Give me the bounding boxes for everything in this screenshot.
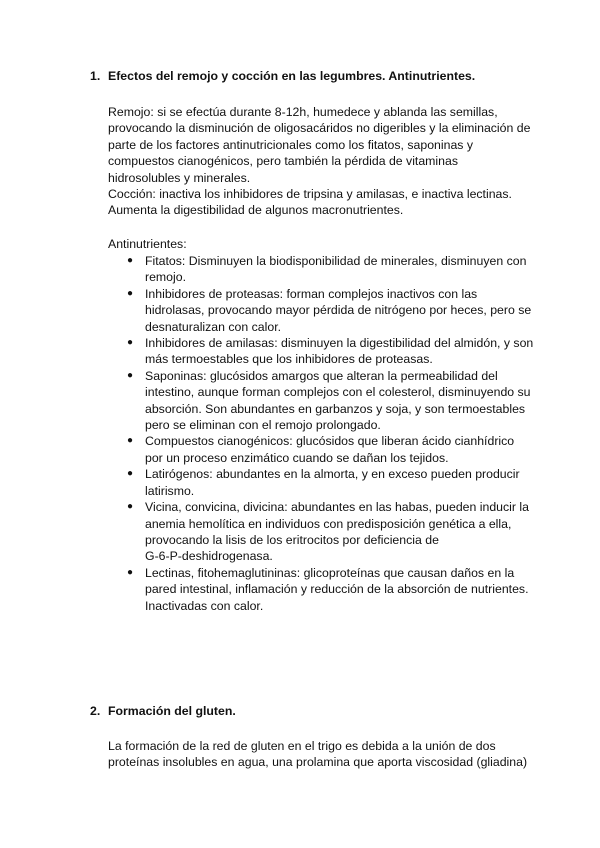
list-item-line: Latirógenos: abundantes en la almorta, y en exceso pueden producir <box>145 467 520 482</box>
list-item-inhibidores-proteasas <box>108 286 538 335</box>
list-item-line: pero se eliminan con el remojo prolongado. <box>145 418 381 433</box>
bullet-icon: ● <box>127 435 134 447</box>
list-item-line: desnaturalizan con calor. <box>145 319 282 334</box>
section-1-number: 1. <box>90 69 101 83</box>
bullet-icon: ● <box>127 468 134 480</box>
list-item-line: Inactivadas con calor. <box>145 598 264 613</box>
bullet-icon: ● <box>127 337 134 349</box>
paragraph-line: proteínas insolubles en agua, una prolamina que aporta viscosidad (gliadina) <box>108 755 528 770</box>
list-item-line: anemia hemolítica en individuos con predisposición genética a ella, <box>145 516 512 531</box>
bullet-icon: ● <box>127 501 134 513</box>
section-1-paragraph <box>108 104 538 219</box>
list-item-line: pared intestinal, inflamación y reducción de la absorción de nutrientes. <box>145 582 529 597</box>
list-item-line: por un proceso enzimático cuando se dañan los tejidos. <box>145 450 449 465</box>
bullet-icon: ● <box>127 255 134 266</box>
list-heading-text: Antinutrientes: <box>108 237 187 251</box>
section-2-paragraph <box>108 738 538 771</box>
section-1-title: Efectos del remojo y cocción en las legumbres. Antinutrientes. <box>108 69 476 83</box>
list-item-line: más termoestables que los inhibidores de proteasas. <box>145 352 433 367</box>
list-item-line: intestino, aunque forman complejos con el colesterol, disminuyendo su <box>145 385 531 400</box>
section-2-heading <box>90 703 236 720</box>
section-2-title: Formación del gluten. <box>108 704 236 718</box>
list-item-latirogenos <box>108 466 538 499</box>
paragraph-line: parte de los factores antinutricionales como los fitatos, saponinas y <box>108 137 474 152</box>
section-2-number: 2. <box>90 704 101 718</box>
list-item-line: remojo. <box>145 270 187 285</box>
list-item-line: hidrolasas, provocando mayor pérdida de nitrógeno por heces, pero se <box>145 303 532 318</box>
antinutrients-heading <box>108 236 538 252</box>
list-item-line: Saponinas: glucósidos amargos que alteran la permeabilidad del <box>145 368 498 383</box>
list-item-line: provocando la lisis de los eritrocitos por deficiencia de <box>145 532 439 547</box>
paragraph-line: Remojo: si se efectúa durante 8-12h, humedece y ablanda las semillas, <box>108 105 498 119</box>
bullet-icon: ● <box>127 369 134 381</box>
list-item-vicina <box>108 499 538 565</box>
list-item-inhibidores-amilasas <box>108 335 538 368</box>
list-item-line: absorción. Son abundantes en garbanzos y soja, y son termoestables <box>145 401 526 416</box>
paragraph-line: compuestos cianogénicos, pero también la pérdida de vitaminas <box>108 154 458 169</box>
bullet-icon: ● <box>127 287 134 299</box>
section-1-heading <box>90 68 475 85</box>
paragraph-line: hidrosolubles y minerales. <box>108 170 251 185</box>
list-item-line: Inhibidores de amilasas: disminuyen la digestibilidad del almidón, y son <box>145 336 534 351</box>
list-item-line: Lectinas, fitohemaglutininas: glicoproteínas que causan daños en la <box>145 565 515 580</box>
paragraph-line: provocando la disminución de oligosacáridos no digeribles y la eliminación de <box>108 121 531 136</box>
paragraph-line: Cocción: inactiva los inhibidores de tripsina y amilasas, e inactiva lectinas. <box>108 187 512 202</box>
list-item-line: G-6-P-deshidrogenasa. <box>145 549 273 564</box>
list-item-line: Fitatos: Disminuyen la biodisponibilidad de minerales, disminuyen con <box>145 254 527 268</box>
list-item-line: Vicina, convicina, divicina: abundantes en las habas, pueden inducir la <box>145 500 529 515</box>
paragraph-line: La formación de la red de gluten en el trigo es debida a la unión de dos <box>108 739 496 753</box>
paragraph-line: Aumenta la digestibilidad de algunos macronutrientes. <box>108 203 404 218</box>
list-item-saponinas <box>108 368 538 434</box>
list-item-line: Inhibidores de proteasas: forman complejos inactivos con las <box>145 286 478 301</box>
bullet-icon: ● <box>127 566 134 578</box>
list-item-line: Compuestos cianogénicos: glucósidos que liberan ácido cianhídrico <box>145 434 515 449</box>
antinutrients-list <box>108 253 538 614</box>
list-item-fitatos <box>108 253 538 286</box>
list-item-compuestos-cianogenicos <box>108 433 538 466</box>
list-item-lectinas <box>108 565 538 614</box>
list-item-line: latirismo. <box>145 483 195 498</box>
